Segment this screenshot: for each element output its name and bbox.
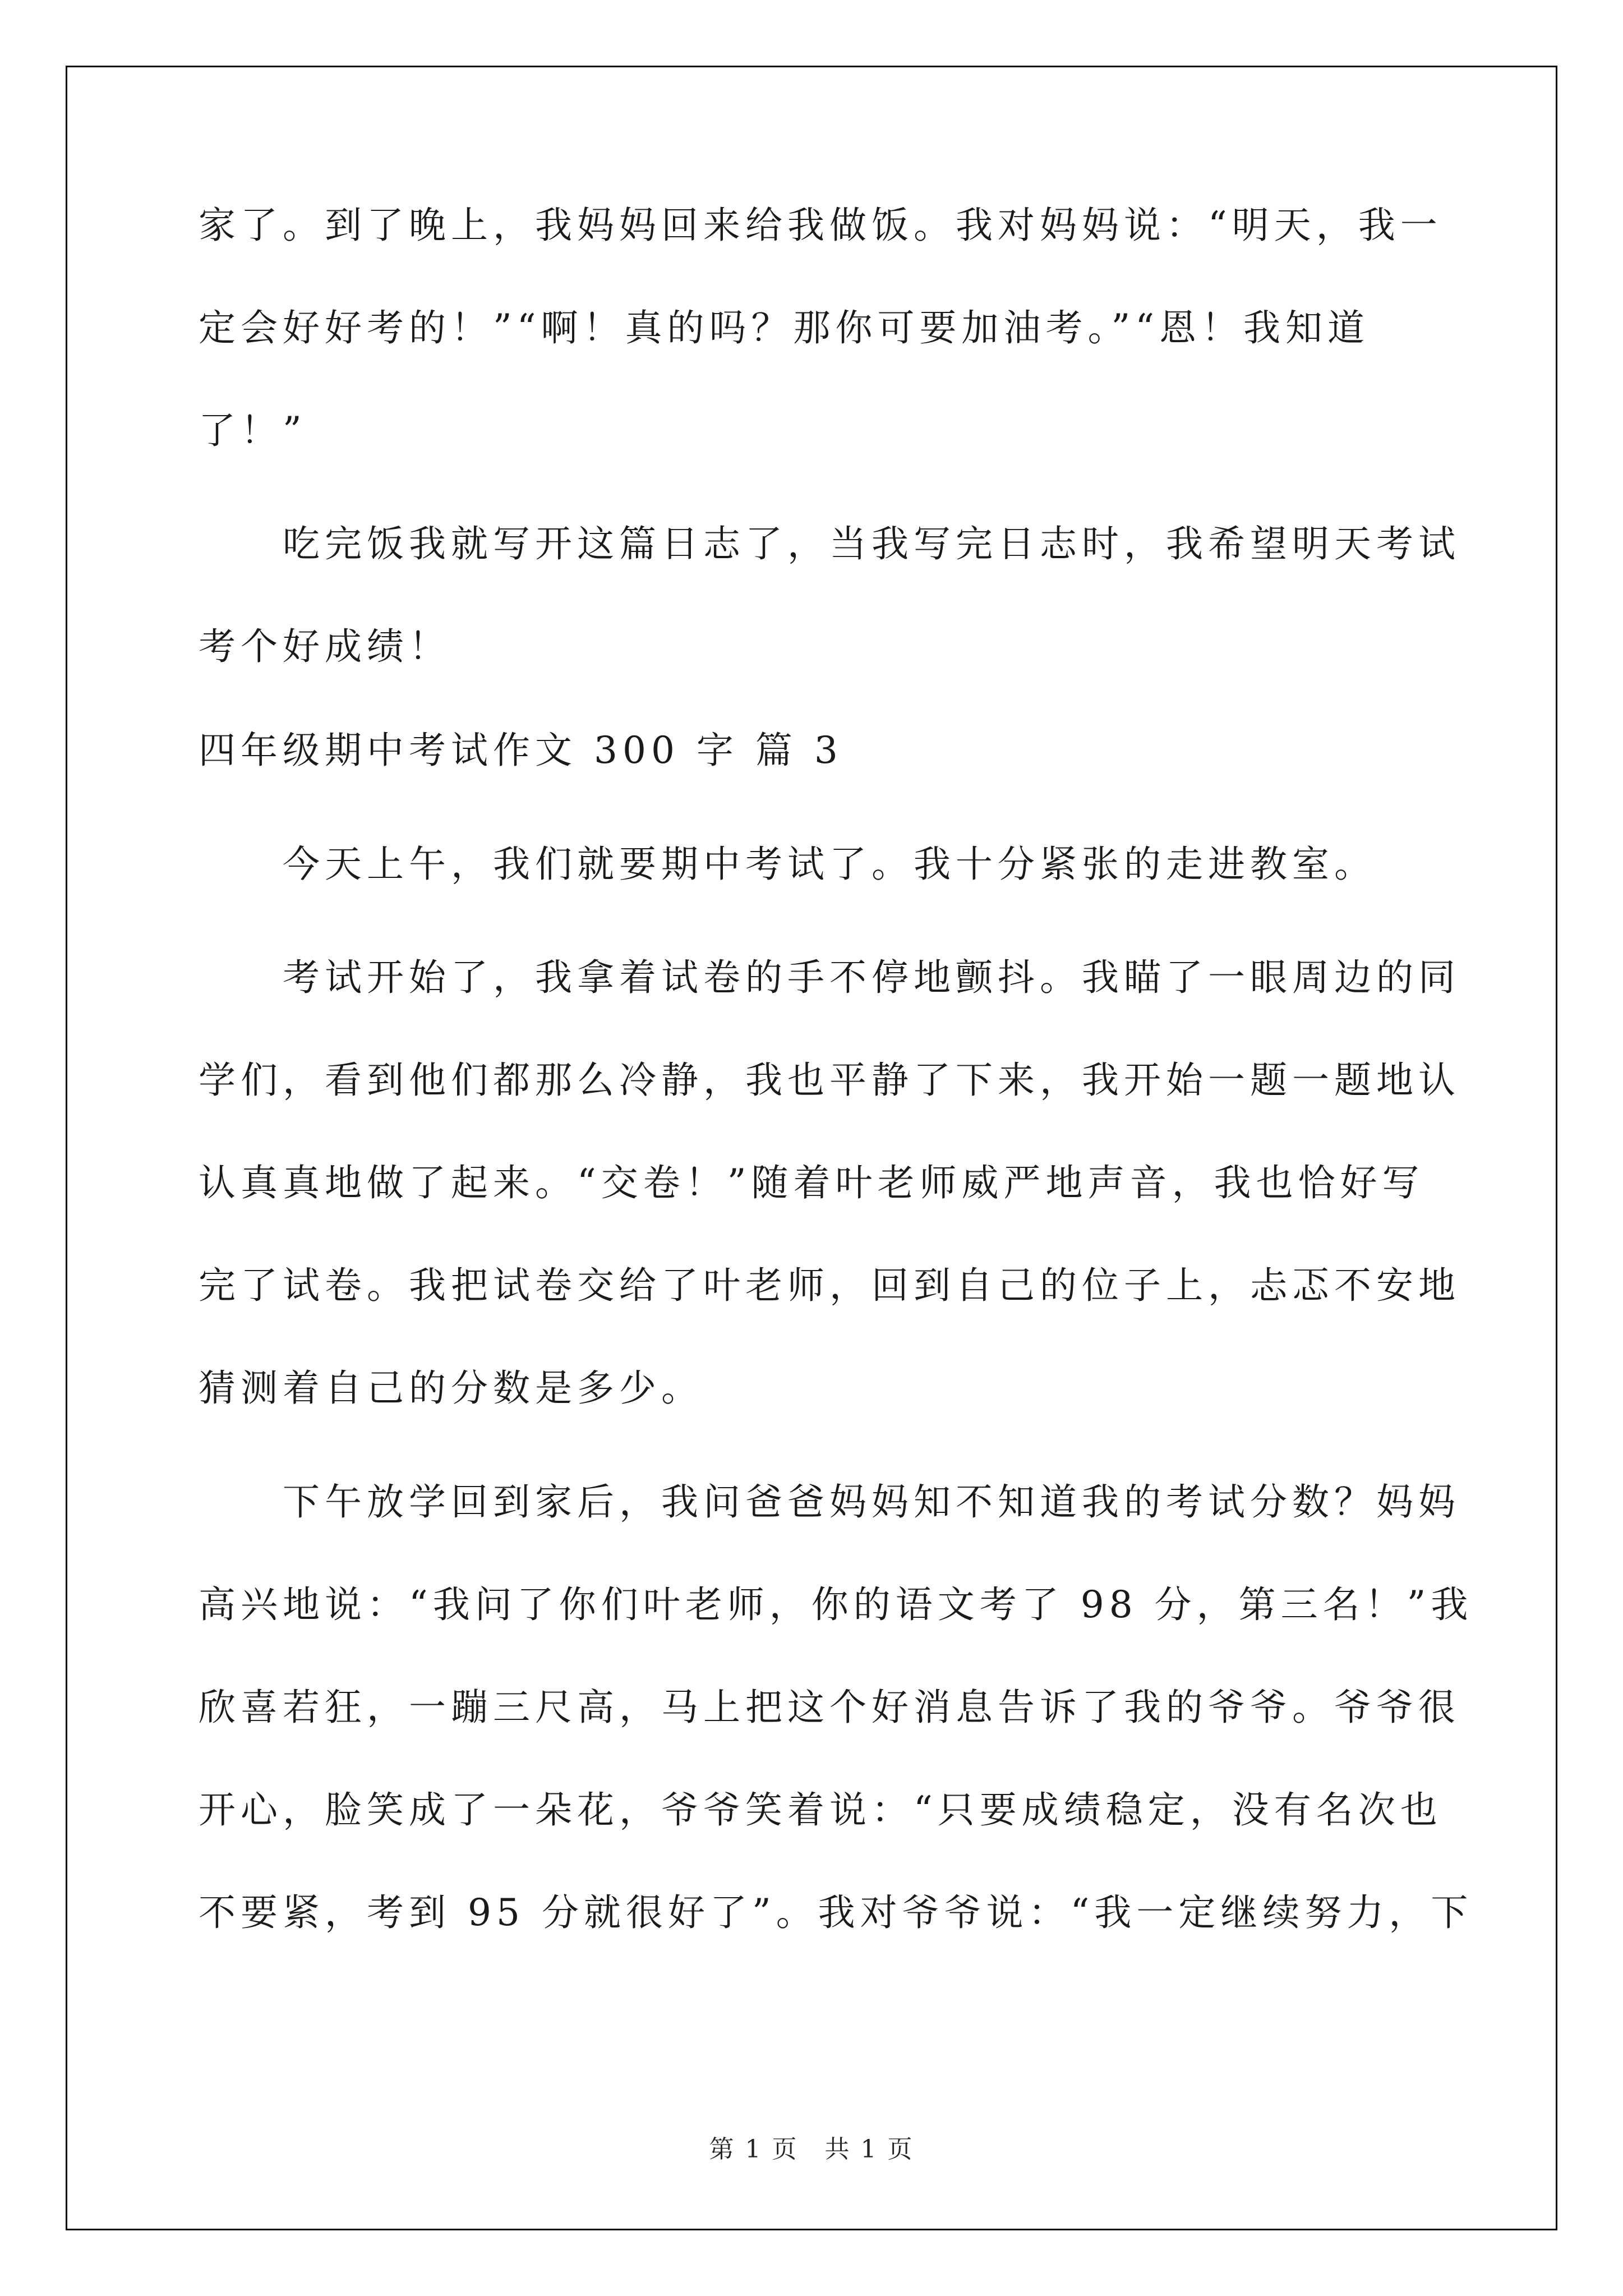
page-number-footer: 第 1 页 共 1 页 — [709, 2135, 914, 2164]
text-line: 开心，脸笑成了一朵花，爷爷笑着说：“只要成绩稳定，没有名次也 — [199, 1788, 1442, 1832]
section-heading: 四年级期中考试作文 300 字 篇 3 — [199, 729, 843, 772]
text-line: 猜测着自己的分数是多少。 — [199, 1366, 703, 1410]
text-line: 考试开始了，我拿着试卷的手不停地颤抖。我瞄了一眼周边的同 — [199, 956, 1460, 999]
text-line: 欣喜若狂，一蹦三尺高，马上把这个好消息告诉了我的爷爷。爷爷很 — [199, 1686, 1460, 1729]
text-line: 吃完饭我就写开这篇日志了，当我写完日志时，我希望明天考试 — [199, 522, 1460, 565]
text-line: 学们，看到他们都那么冷静，我也平静了下来，我开始一题一题地认 — [199, 1059, 1460, 1102]
text-line: 了！” — [199, 409, 307, 452]
text-line: 考个好成绩！ — [199, 625, 451, 668]
text-line: 高兴地说：“我问了你们叶老师，你的语文考了 98 分，第三名！”我 — [199, 1583, 1473, 1626]
text-line: 下午放学回到家后，我问爸爸妈妈知不知道我的考试分数？妈妈 — [199, 1480, 1460, 1524]
text-line: 认真真地做了起来。“交卷！”随着叶老师威严地声音，我也恰好写 — [199, 1161, 1424, 1204]
text-line: 定会好好考的！”“啊！真的吗？那你可要加油考。”“恩！我知道 — [199, 306, 1370, 349]
text-line: 不要紧，考到 95 分就很好了”。我对爷爷说：“我一定继续努力，下 — [199, 1891, 1473, 1934]
text-line: 家了。到了晚上，我妈妈回来给我做饭。我对妈妈说：“明天，我一 — [199, 204, 1442, 247]
text-line: 完了试卷。我把试卷交给了叶老师，回到自己的位子上，忐忑不安地 — [199, 1264, 1460, 1307]
text-line: 今天上午，我们就要期中考试了。我十分紧张的走进教室。 — [199, 843, 1376, 886]
